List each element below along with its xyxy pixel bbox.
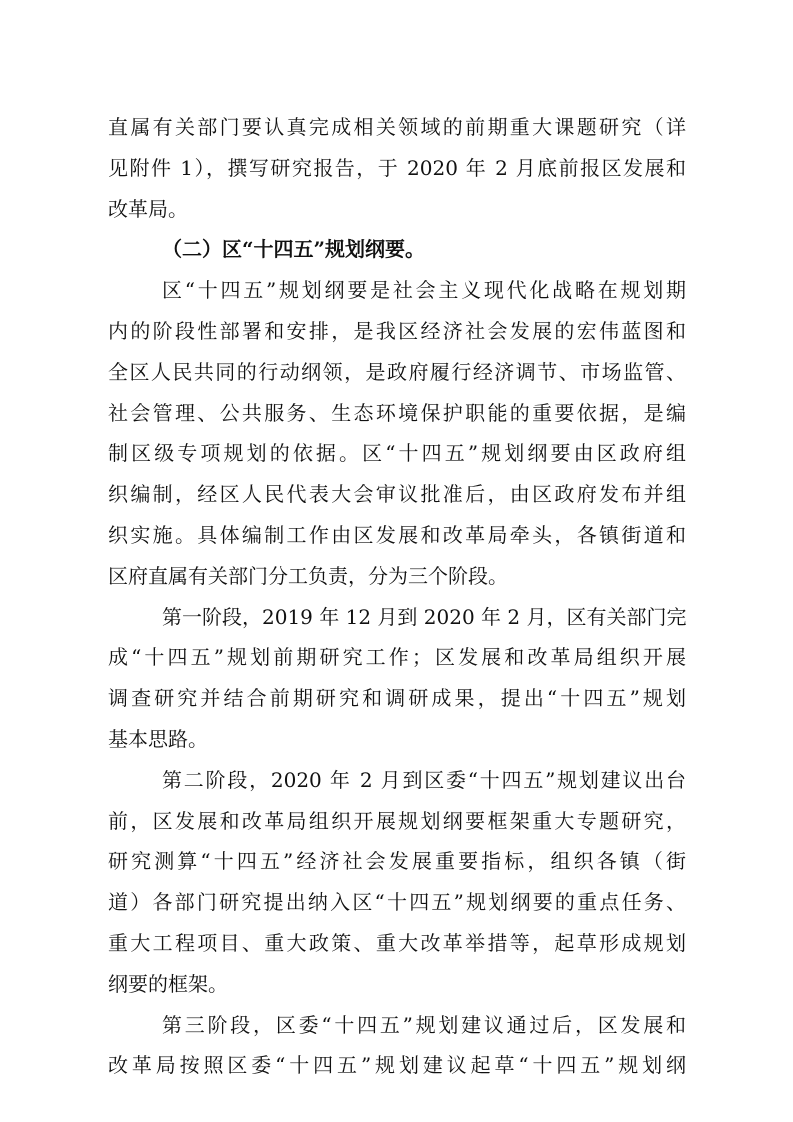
text-line: 织实施。具体编制工作由区发展和改革局牵头，各镇街道和 (108, 522, 686, 547)
text-line: 社会管理、公共服务、生态环境保护职能的重要依据，是编 (108, 400, 686, 425)
document-page (108, 107, 686, 1086)
text-line: 前，区发展和改革局组织开展规划纲要框架重大专题研究， (108, 808, 686, 833)
text-line: 基本思路。 (108, 726, 208, 751)
paragraph-stage-one (108, 597, 686, 760)
text-line: 见附件 1），撰写研究报告，于 2020 年 2 月底前报区发展和 (108, 155, 686, 180)
paragraph-stage-two (108, 760, 686, 1005)
text-line: 研究测算“十四五”经济社会发展重要指标，组织各镇（街 (108, 849, 686, 874)
text-line: 直属有关部门要认真完成相关领域的前期重大课题研究（详 (108, 115, 686, 139)
text-line: 区府直属有关部门分工负责，分为三个阶段。 (108, 563, 508, 588)
section-heading (108, 229, 686, 270)
text-line: 改革局。 (108, 196, 188, 221)
text-line: 内的阶段性部署和安排，是我区经济社会发展的宏伟蓝图和 (108, 318, 686, 343)
text-line: 全区人民共同的行动纲领，是政府履行经济调节、市场监管、 (108, 359, 686, 384)
text-line: 成“十四五”规划前期研究工作；区发展和改革局组织开展 (108, 645, 686, 670)
text-line: 纲要的框架。 (108, 971, 228, 996)
text-line: 织编制，经区人民代表大会审议批准后，由区政府发布并组 (108, 482, 686, 507)
text-line: 第二阶段，2020 年 2 月到区委“十四五”规划建议出台 (162, 767, 686, 792)
heading-text: （二）区“十四五”规划纲要。 (162, 237, 426, 262)
text-line: 制区级专项规划的依据。区“十四五”规划纲要由区政府组 (108, 441, 686, 466)
text-line: 第三阶段，区委“十四五”规划建议通过后，区发展和 (162, 1012, 686, 1037)
text-line: 调查研究并结合前期研究和调研成果，提出“十四五”规划 (108, 686, 686, 711)
text-line: 区“十四五”规划纲要是社会主义现代化战略在规划期 (162, 278, 686, 303)
paragraph-outline-intro (108, 270, 686, 596)
text-line: 重大工程项目、重大政策、重大改革举措等，起草形成规划 (108, 930, 686, 955)
text-line: 第一阶段，2019 年 12 月到 2020 年 2 月，区有关部门完 (162, 604, 687, 629)
text-line: 道）各部门研究提出纳入区“十四五”规划纲要的重点任务、 (108, 890, 686, 915)
text-line: 改革局按照区委“十四五”规划建议起草“十四五”规划纲 (108, 1053, 686, 1078)
paragraph-stage-three (108, 1005, 686, 1087)
paragraph-research-report (108, 107, 686, 229)
